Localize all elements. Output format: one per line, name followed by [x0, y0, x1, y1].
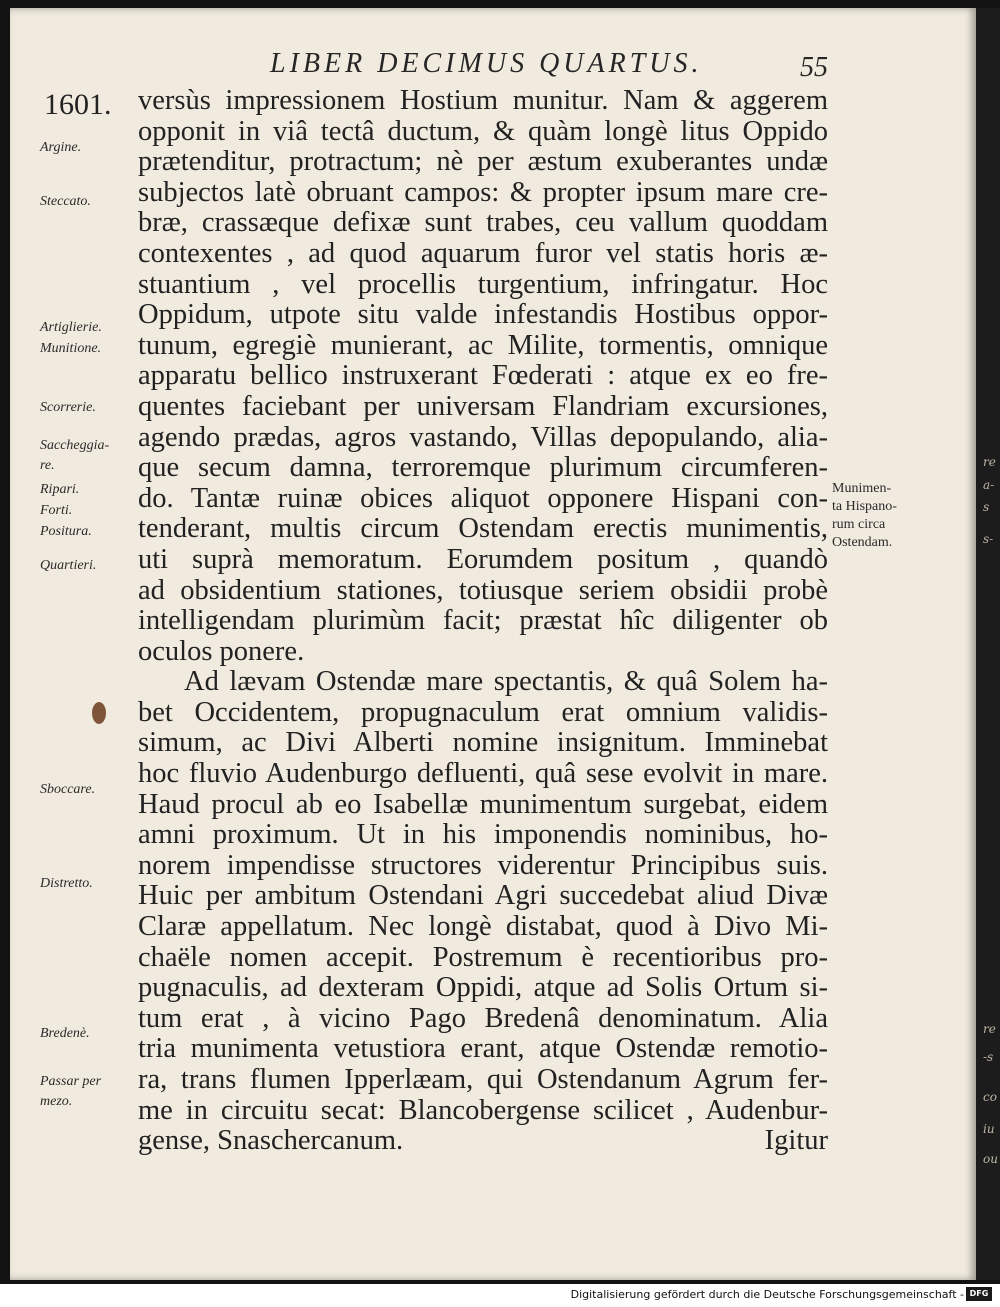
text-line: uti suprà memoratum. Eorumdem positum , quandò: [138, 543, 828, 575]
text-line: me in circuitu secat: Blancobergense scilicet , Audenbur-: [138, 1094, 828, 1126]
text-line: stuantium , vel procellis turgentium, infringatur. Hoc: [138, 268, 828, 300]
margin-note-line: Munimen-: [832, 481, 892, 496]
text-line: contexentes , ad quod aquarum furor vel statis horis æ-: [138, 237, 828, 269]
edge-fragment: re: [983, 455, 996, 469]
catchword: Igitur: [764, 1125, 828, 1157]
text-line: do. Tantæ ruinæ obices aliquot opponere Hispani con-: [138, 482, 828, 514]
margin-note: mezo.: [40, 1094, 73, 1109]
text-line: hoc fluvio Audenburgo defluenti, quâ sese evolvit in mare.: [138, 758, 828, 790]
edge-fragment: s: [983, 500, 990, 514]
last-line-with-catchword: [138, 1126, 828, 1157]
text-line: Oppidum, utpote situ valde infestandis Hostibus oppor-: [138, 299, 828, 331]
edge-fragment: a-: [983, 478, 995, 492]
text-line: tunum, egregiè munierant, ac Milite, tormentis, omnique: [138, 329, 828, 361]
text-line: pugnaculis, ad dexteram Oppidi, atque ad Solis Ortum si-: [138, 972, 828, 1004]
text-line: Huic per ambitum Ostendani Agri succedebat aliud Divæ: [138, 880, 828, 912]
page-number: 55: [800, 52, 828, 83]
margin-note: Argine.: [40, 140, 82, 155]
margin-note: Quartieri.: [40, 558, 97, 573]
text-line: bet Occidentem, propugnaculum erat omnium validis-: [138, 696, 828, 728]
text-line: subjectos latè obruant campos: & propter ipsum mare cre-: [138, 176, 828, 208]
margin-note: Sboccare.: [40, 782, 96, 797]
text-line: quentes faciebant per universam Flandriam excursiones,: [138, 390, 828, 422]
margin-note: Munitione.: [40, 341, 102, 356]
edge-fragment: co: [983, 1090, 997, 1104]
text-line: Claræ appellatum. Nec longè distabat, quod à Divo Mi-: [138, 911, 828, 943]
text-line: ad obsidentium stationes, totiusque seriem obsidii probè: [138, 574, 828, 606]
text-line: ra, trans flumen Ipperlæam, qui Ostendanum Agrum fer-: [138, 1064, 828, 1095]
year-marginal: 1601.: [44, 88, 112, 121]
text-line: tum erat , à vicino Pago Bredenâ denominatum. Alia: [138, 1002, 828, 1034]
text-line: apparatu bellico instruxerant Fœderati : atque ex eo fre-: [138, 360, 828, 392]
margin-note: Bredenè.: [40, 1026, 90, 1041]
margin-note: Artiglierie.: [40, 320, 102, 335]
text-line: Haud procul ab eo Isabellæ munimentum surgebat, eidem: [138, 788, 828, 820]
text-line: prætenditur, protractum; nè per æstum exuberantes undæ: [138, 146, 828, 178]
text-line: tria munimenta vetustiora erant, atque Ostendæ remotio-: [138, 1033, 828, 1065]
funding-notice: Digitalisierung gefördert durch die Deutsche Forschungsgemeinschaft -: [570, 1288, 964, 1301]
text-line: Ad lævam Ostendæ mare spectantis, & quâ Solem ha-: [184, 666, 828, 698]
running-head: LIBER DECIMUS QUARTUS.: [270, 48, 703, 79]
text-line: intelligendam plurimùm facit; præstat hîc diligenter ob: [138, 605, 828, 637]
edge-fragment: -s: [983, 1050, 994, 1064]
margin-note: Passar per: [40, 1074, 102, 1089]
margin-note: Scorrerie.: [40, 400, 96, 415]
body-text: [138, 86, 828, 1157]
margin-note: Saccheggia-: [40, 438, 110, 453]
edge-fragment: iu: [983, 1122, 995, 1136]
text-line: opponit in viâ tectâ ductum, & quàm longè litus Oppido: [138, 115, 828, 147]
text-line: norem impendisse structores viderentur Principibus suis.: [138, 849, 828, 881]
margin-note-right: [832, 480, 897, 552]
text-line: bræ, crassæque defixæ sunt trabes, ceu vallum quoddam: [138, 207, 828, 239]
margin-note: Positura.: [40, 524, 92, 539]
margin-note-line: Ostendam.: [832, 535, 893, 550]
edge-fragment: ou: [983, 1152, 998, 1166]
edge-fragment: re: [983, 1022, 996, 1036]
text-line: oculos ponere.: [138, 635, 305, 667]
text-line: tenderant, multis circum Ostendam erectis munimentis,: [138, 513, 828, 545]
text-line: gense, Snaschercanum.: [138, 1125, 404, 1157]
margin-note: Forti.: [40, 503, 73, 518]
dfg-logo: DFG: [966, 1287, 992, 1301]
margin-note: Distretto.: [40, 876, 93, 891]
text-line: que secum damna, terroremque plurimum circumferen-: [138, 452, 828, 484]
margin-note: Steccato.: [40, 194, 91, 209]
ink-stain: [92, 702, 106, 724]
margin-note-line: rum circa: [832, 517, 886, 532]
margin-note: re.: [40, 458, 55, 473]
text-line: chaële nomen accepit. Postremum è recentioribus pro-: [138, 941, 828, 973]
text-line: amni proximum. Ut in his imponendis nominibus, ho-: [138, 819, 828, 851]
margin-note: Ripari.: [40, 482, 80, 497]
edge-fragment: s-: [983, 532, 994, 546]
text-line: versùs impressionem Hostium munitur. Nam & aggerem: [138, 85, 828, 116]
margin-note-line: ta Hispano-: [832, 499, 897, 514]
text-line: agendo prædas, agros vastando, Villas depopulando, alia-: [138, 421, 828, 453]
text-line: simum, ac Divi Alberti nomine insignitum. Imminebat: [138, 727, 828, 759]
